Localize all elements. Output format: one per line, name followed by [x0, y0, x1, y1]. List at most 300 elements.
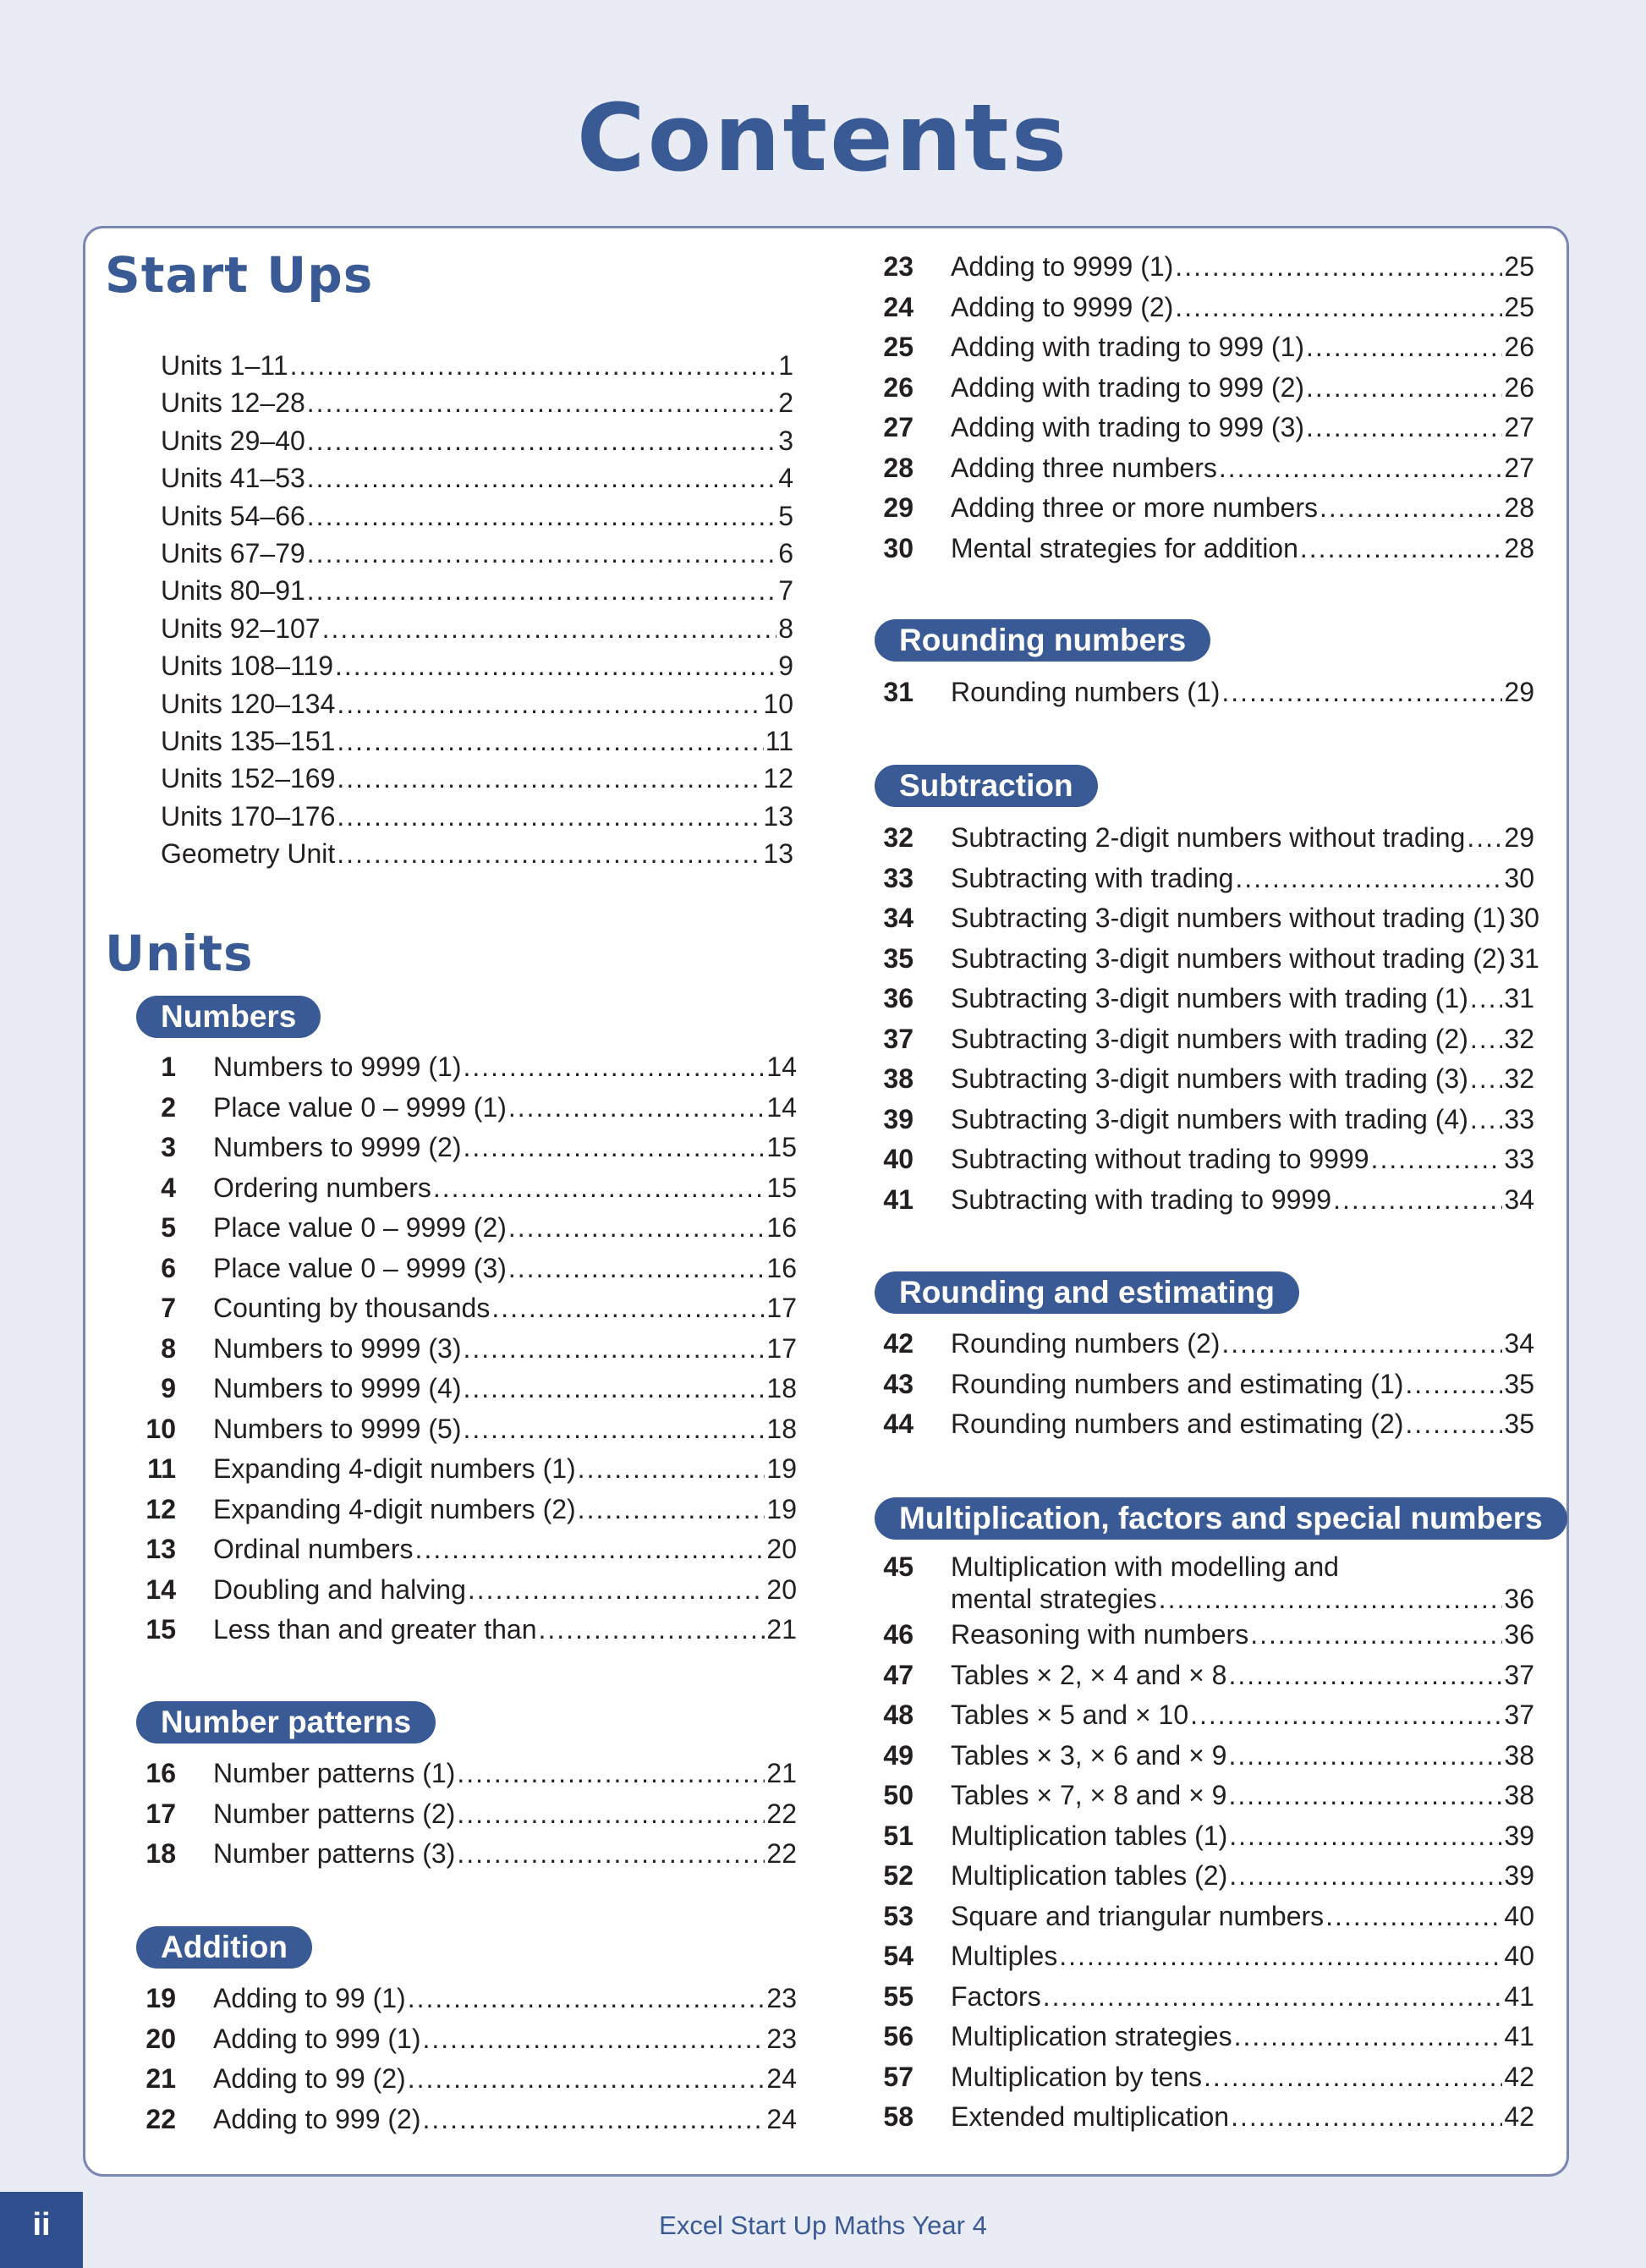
entry-line — [951, 1180, 1534, 1221]
entry-title: Place value 0 – 9999 (1) — [213, 1091, 507, 1123]
dot-leader — [1175, 247, 1502, 288]
start-up-entry — [161, 685, 793, 722]
unit-number: 48 — [883, 1700, 914, 1730]
entry-title: Rounding numbers (1) — [951, 677, 1221, 707]
start-up-entry — [161, 459, 793, 497]
start-up-entry — [161, 384, 793, 421]
entry-line — [161, 835, 793, 872]
unit-entry — [127, 1529, 797, 1570]
entry-line — [951, 488, 1534, 529]
numbers-list — [127, 1047, 797, 1650]
rounding-numbers-section-pill: Rounding numbers — [875, 619, 1210, 662]
unit-entry — [864, 1977, 1534, 2018]
entry-title: Units 12–28 — [161, 387, 305, 419]
entry-title: Units 80–91 — [161, 575, 305, 607]
entry-page: 24 — [766, 2063, 797, 2094]
unit-number: 15 — [145, 1614, 176, 1645]
entry-title: Rounding numbers and estimating (1) — [951, 1368, 1404, 1399]
entry-title: Rounding numbers and estimating (2) — [951, 1409, 1404, 1439]
entry-title: Numbers to 9999 (5) — [213, 1413, 462, 1444]
entry-page: 31 — [1504, 983, 1534, 1013]
entry-page: 13 — [763, 838, 793, 870]
entry-line — [213, 1490, 797, 1530]
dot-leader — [1175, 288, 1502, 328]
entry-title: Less than and greater than — [213, 1614, 537, 1645]
unit-entry — [864, 1139, 1534, 1180]
entry-line — [213, 1754, 797, 1794]
entry-line — [951, 2097, 1534, 2138]
entry-title: Rounding numbers (2) — [951, 1328, 1221, 1359]
entry-title: Units 152–169 — [161, 763, 336, 794]
dot-leader — [463, 1369, 765, 1409]
entry-page: 32 — [1504, 1023, 1534, 1054]
unit-number: 4 — [161, 1172, 176, 1203]
unit-entry — [127, 1208, 797, 1249]
unit-number: 2 — [161, 1091, 176, 1123]
units-heading: Units — [105, 925, 254, 982]
unit-number: 5 — [161, 1212, 176, 1243]
dot-leader — [463, 1409, 765, 1450]
dot-leader — [463, 1128, 765, 1168]
entry-page: 38 — [1504, 1780, 1534, 1810]
entry-page: 33 — [1504, 1103, 1534, 1134]
entry-line — [951, 979, 1534, 1019]
unit-number: 58 — [883, 2101, 914, 2132]
start-up-entry — [161, 572, 793, 609]
entry-line — [161, 722, 793, 760]
dot-leader — [337, 835, 761, 872]
dot-leader — [457, 1754, 765, 1794]
entry-title: Square and triangular numbers — [951, 1900, 1325, 1931]
entry-page: 23 — [766, 2023, 797, 2054]
unit-number: 9 — [161, 1373, 176, 1403]
entry-page: 19 — [766, 1453, 797, 1484]
entry-title: Units 54–66 — [161, 500, 305, 531]
entry-page: 31 — [1509, 942, 1539, 974]
entry-line — [951, 1977, 1534, 2018]
entry-page: 16 — [766, 1252, 797, 1283]
unit-entry — [864, 327, 1534, 368]
rounding-estimating-list — [864, 1324, 1534, 1445]
unit-number: 30 — [883, 532, 914, 563]
unit-entry — [864, 818, 1534, 859]
unit-number: 49 — [883, 1739, 914, 1771]
entry-title: Subtracting 2-digit numbers without trading — [951, 822, 1466, 853]
dot-leader — [337, 760, 761, 797]
entry-page: 27 — [1504, 452, 1534, 483]
dot-leader — [1228, 1656, 1502, 1696]
start-up-entry — [161, 347, 793, 384]
entry-line — [951, 1856, 1534, 1897]
entry-title: Subtracting 3-digit numbers with trading (2) — [951, 1023, 1468, 1054]
entry-line — [213, 1570, 797, 1611]
start-up-entry — [161, 835, 793, 872]
entry-line — [213, 1288, 797, 1329]
entry-page: 17 — [766, 1293, 797, 1323]
unit-number: 44 — [883, 1409, 914, 1439]
entry-line — [213, 1128, 797, 1168]
unit-entry — [864, 247, 1534, 288]
dot-leader — [307, 572, 776, 609]
rounding-estimating-section-pill: Rounding and estimating — [875, 1271, 1299, 1314]
start-up-entry — [161, 760, 793, 797]
entry-line — [951, 1404, 1534, 1445]
entry-title: Units 108–119 — [161, 651, 333, 682]
unit-entry — [127, 1329, 797, 1370]
unit-number: 54 — [883, 1941, 914, 1971]
entry-title: Multiples — [951, 1941, 1058, 1971]
entry-line — [951, 1059, 1534, 1100]
entry-line — [951, 1583, 1534, 1615]
dot-leader — [335, 647, 776, 684]
addition-section-pill: Addition — [136, 1926, 312, 1969]
unit-number: 28 — [883, 452, 914, 483]
unit-number: 8 — [161, 1332, 176, 1364]
entry-title: Adding to 9999 (1) — [951, 251, 1174, 282]
unit-number: 56 — [883, 2021, 914, 2051]
entry-line — [951, 368, 1534, 409]
entry-line — [161, 610, 793, 647]
entry-line — [213, 1409, 797, 1450]
entry-page: 30 — [1509, 903, 1539, 933]
unit-number: 50 — [883, 1780, 914, 1810]
unit-entry — [864, 1365, 1534, 1405]
unit-entry — [127, 1088, 797, 1129]
entry-line — [161, 384, 793, 421]
unit-number: 24 — [883, 291, 914, 322]
entry-line — [951, 1615, 1534, 1656]
unit-entry — [127, 1128, 797, 1168]
entry-page: 29 — [1504, 822, 1534, 853]
entry-title: Units 135–151 — [161, 725, 336, 756]
entry-page: 2 — [778, 387, 793, 419]
dot-leader — [1190, 1695, 1502, 1736]
unit-entry — [864, 1615, 1534, 1656]
entry-page: 34 — [1504, 1328, 1534, 1359]
dot-leader — [1467, 818, 1502, 859]
entry-line — [951, 939, 1539, 980]
dot-leader — [1221, 1324, 1502, 1365]
entry-page: 35 — [1504, 1409, 1534, 1439]
entry-two-line — [951, 1551, 1534, 1615]
entry-line — [951, 1365, 1534, 1405]
unit-entry — [864, 1404, 1534, 1445]
unit-entry — [864, 1551, 1534, 1615]
entry-page: 40 — [1504, 1941, 1534, 1971]
entry-line — [213, 1449, 797, 1490]
entry-page: 14 — [766, 1052, 797, 1082]
unit-entry — [127, 2059, 797, 2100]
unit-number: 3 — [161, 1132, 176, 1162]
dot-leader — [423, 2100, 765, 2140]
entry-line — [213, 1610, 797, 1650]
entry-page: 8 — [778, 612, 793, 644]
entry-line — [951, 408, 1534, 448]
entry-title: Subtracting 3-digit numbers with trading (3) — [951, 1063, 1468, 1094]
entry-title: Place value 0 – 9999 (3) — [213, 1252, 507, 1283]
entry-line — [951, 2017, 1534, 2057]
entry-title: Adding three numbers — [951, 452, 1217, 483]
entry-title: Adding three or more numbers — [951, 492, 1318, 523]
unit-entry — [864, 1776, 1534, 1816]
unit-number: 39 — [883, 1103, 914, 1134]
entry-page: 42 — [1504, 2101, 1534, 2132]
entry-page: 24 — [766, 2103, 797, 2134]
dot-leader — [1221, 673, 1502, 713]
dot-leader — [1229, 1856, 1502, 1897]
entry-title: Multiplication by tens — [951, 2061, 1203, 2092]
unit-number: 19 — [145, 1983, 176, 2013]
unit-entry — [864, 2017, 1534, 2057]
dot-leader — [539, 1610, 765, 1650]
subtraction-list — [864, 818, 1539, 1220]
dot-leader — [337, 722, 763, 760]
dot-leader — [1204, 2057, 1502, 2098]
entry-title: Numbers to 9999 (3) — [213, 1332, 462, 1364]
dot-leader — [1059, 1936, 1502, 1977]
entry-line — [951, 327, 1534, 368]
entry-title: Subtracting 3-digit numbers without trading (1) — [951, 903, 1506, 933]
entry-title: Adding with trading to 999 (1) — [951, 332, 1305, 362]
entry-page: 22 — [766, 1838, 797, 1869]
entry-title: Subtracting 3-digit numbers with trading (1) — [951, 983, 1468, 1013]
unit-entry — [127, 1409, 797, 1450]
dot-leader — [423, 2019, 765, 2060]
entry-page: 38 — [1504, 1739, 1534, 1771]
unit-entry — [864, 448, 1534, 489]
unit-number: 57 — [883, 2061, 914, 2092]
dot-leader — [1234, 2017, 1503, 2057]
unit-number: 46 — [883, 1619, 914, 1650]
unit-number: 36 — [883, 983, 914, 1013]
addition-list-right — [864, 247, 1534, 568]
entry-line — [213, 1208, 797, 1249]
unit-entry — [127, 1754, 797, 1794]
rounding-numbers-list — [864, 673, 1534, 713]
unit-entry — [127, 1490, 797, 1530]
dot-leader — [1250, 1615, 1502, 1656]
entry-title: Reasoning with numbers — [951, 1619, 1249, 1650]
dot-leader — [337, 685, 761, 722]
book-title: Excel Start Up Maths Year 4 — [659, 2210, 987, 2240]
dot-leader — [1405, 1404, 1502, 1445]
dot-leader — [290, 347, 777, 384]
unit-number: 13 — [145, 1534, 176, 1564]
number-patterns-list — [127, 1754, 797, 1875]
start-up-entry — [161, 422, 793, 459]
unit-number: 37 — [883, 1023, 914, 1054]
unit-number: 47 — [883, 1659, 914, 1690]
entry-line — [951, 1776, 1534, 1816]
entry-title: Extended multiplication — [951, 2101, 1230, 2132]
entry-page: 23 — [766, 1983, 797, 2013]
entry-page: 19 — [766, 1493, 797, 1524]
dot-leader — [1306, 327, 1502, 368]
unit-number: 16 — [145, 1758, 176, 1788]
entry-page: 9 — [778, 651, 793, 682]
dot-leader — [457, 1794, 765, 1835]
entry-line — [161, 347, 793, 384]
dot-leader — [307, 535, 776, 572]
unit-entry — [864, 1656, 1534, 1696]
entry-title: Number patterns (1) — [213, 1758, 456, 1788]
entry-title: Multiplication tables (1) — [951, 1820, 1228, 1851]
dot-leader — [508, 1208, 765, 1249]
entry-line — [161, 497, 793, 535]
unit-number: 27 — [883, 412, 914, 442]
entry-line — [161, 535, 793, 572]
unit-entry — [127, 1249, 797, 1289]
dot-leader — [1306, 408, 1502, 448]
entry-page: 21 — [766, 1614, 797, 1645]
entry-title: Ordering numbers — [213, 1172, 431, 1203]
entry-line — [213, 2059, 797, 2100]
entry-page: 33 — [1504, 1144, 1534, 1174]
entry-line — [951, 1019, 1534, 1060]
start-up-entry — [161, 798, 793, 835]
subtraction-section-pill: Subtraction — [875, 765, 1098, 807]
dot-leader — [1235, 859, 1502, 899]
entry-title: Multiplication with modelling and — [951, 1551, 1339, 1582]
unit-number: 25 — [883, 332, 914, 362]
unit-entry — [127, 1834, 797, 1875]
entry-page: 10 — [763, 688, 793, 719]
unit-number: 17 — [145, 1798, 176, 1829]
unit-number: 34 — [883, 903, 914, 933]
entry-page: 26 — [1504, 371, 1534, 403]
unit-number: 6 — [161, 1252, 176, 1283]
entry-page: 1 — [778, 350, 793, 381]
unit-number: 1 — [161, 1052, 176, 1082]
entry-title: Units 29–40 — [161, 425, 305, 456]
entry-title: Subtracting with trading to 9999 — [951, 1183, 1332, 1215]
entry-title: Adding to 999 (1) — [213, 2023, 421, 2054]
entry-page: 3 — [778, 425, 793, 456]
unit-entry — [864, 1180, 1534, 1221]
entry-line — [951, 898, 1539, 939]
entry-page: 37 — [1504, 1659, 1534, 1690]
entry-title: Adding to 9999 (2) — [951, 291, 1174, 322]
entry-title: Tables × 5 and × 10 — [951, 1700, 1189, 1730]
unit-entry — [127, 1168, 797, 1209]
dot-leader — [1470, 1100, 1503, 1140]
unit-entry — [864, 1324, 1534, 1365]
entry-page: 6 — [778, 537, 793, 568]
dot-leader — [508, 1249, 765, 1289]
unit-entry — [864, 1816, 1534, 1857]
unit-number: 23 — [883, 251, 914, 282]
entry-line — [213, 1047, 797, 1088]
dot-leader — [1306, 368, 1502, 409]
unit-entry — [864, 1856, 1534, 1897]
entry-title: Number patterns (2) — [213, 1798, 456, 1829]
entry-line — [161, 798, 793, 835]
unit-number: 7 — [161, 1293, 176, 1323]
unit-entry — [864, 1736, 1534, 1777]
entry-line — [951, 448, 1534, 489]
dot-leader — [1333, 1180, 1502, 1221]
entry-line — [951, 1897, 1534, 1937]
dot-leader — [1229, 1816, 1502, 1857]
unit-entry — [864, 859, 1534, 899]
entry-page: 15 — [766, 1172, 797, 1203]
entry-line — [213, 1249, 797, 1289]
entry-line — [951, 247, 1534, 288]
dot-leader — [307, 459, 776, 497]
unit-entry — [864, 1100, 1534, 1140]
start-ups-heading: Start Ups — [105, 246, 374, 304]
unit-entry — [864, 488, 1534, 529]
unit-number: 26 — [883, 371, 914, 403]
multiplication-list — [864, 1551, 1534, 2138]
entry-title: Tables × 3, × 6 and × 9 — [951, 1739, 1227, 1771]
entry-line — [213, 1329, 797, 1370]
entry-line — [213, 2100, 797, 2140]
number-patterns-section-pill: Number patterns — [136, 1701, 436, 1744]
unit-entry — [127, 1288, 797, 1329]
unit-entry — [127, 1979, 797, 2019]
entry-page: 12 — [763, 763, 793, 794]
dot-leader — [578, 1490, 765, 1530]
page-number: ii — [0, 2192, 83, 2268]
unit-entry — [127, 1610, 797, 1650]
start-up-entry — [161, 610, 793, 647]
entry-line — [161, 459, 793, 497]
unit-number: 10 — [145, 1413, 176, 1444]
start-up-entry — [161, 497, 793, 535]
unit-number: 42 — [883, 1328, 914, 1359]
unit-entry — [864, 898, 1539, 939]
unit-entry — [864, 288, 1534, 328]
dot-leader — [508, 1088, 765, 1129]
dot-leader — [1159, 1583, 1503, 1615]
entry-page: 36 — [1504, 1619, 1534, 1650]
unit-number: 29 — [883, 492, 914, 523]
start-up-entry — [161, 535, 793, 572]
entry-title: Adding with trading to 999 (2) — [951, 371, 1305, 403]
unit-number: 38 — [883, 1063, 914, 1094]
entry-line — [213, 1088, 797, 1129]
dot-leader — [1405, 1365, 1502, 1405]
entry-page: 35 — [1504, 1368, 1534, 1399]
entry-line — [213, 1979, 797, 2019]
entry-title: Multiplication strategies — [951, 2021, 1232, 2051]
dot-leader — [1371, 1139, 1503, 1180]
entry-line — [951, 1656, 1534, 1696]
dot-leader — [1325, 1897, 1502, 1937]
entry-page: 18 — [766, 1373, 797, 1403]
entry-title: Units 92–107 — [161, 612, 321, 644]
unit-number: 11 — [147, 1453, 176, 1484]
dot-leader — [408, 1979, 765, 2019]
entry-title: Expanding 4-digit numbers (2) — [213, 1493, 576, 1524]
entry-title: Adding to 99 (1) — [213, 1983, 406, 2013]
unit-number: 21 — [145, 2063, 176, 2094]
dot-leader — [415, 1529, 765, 1570]
entry-line — [951, 673, 1534, 713]
unit-entry — [864, 1059, 1534, 1100]
unit-entry — [127, 1570, 797, 1611]
dot-leader — [578, 1449, 765, 1490]
multiplication-section-pill: Multiplication, factors and special numbers — [875, 1497, 1567, 1540]
dot-leader — [307, 497, 776, 535]
unit-number: 33 — [883, 862, 914, 893]
entry-page: 37 — [1504, 1700, 1534, 1730]
unit-entry — [127, 1449, 797, 1490]
entry-title: Units 1–11 — [161, 350, 288, 381]
unit-number: 32 — [883, 822, 914, 853]
start-ups-list — [161, 347, 793, 872]
